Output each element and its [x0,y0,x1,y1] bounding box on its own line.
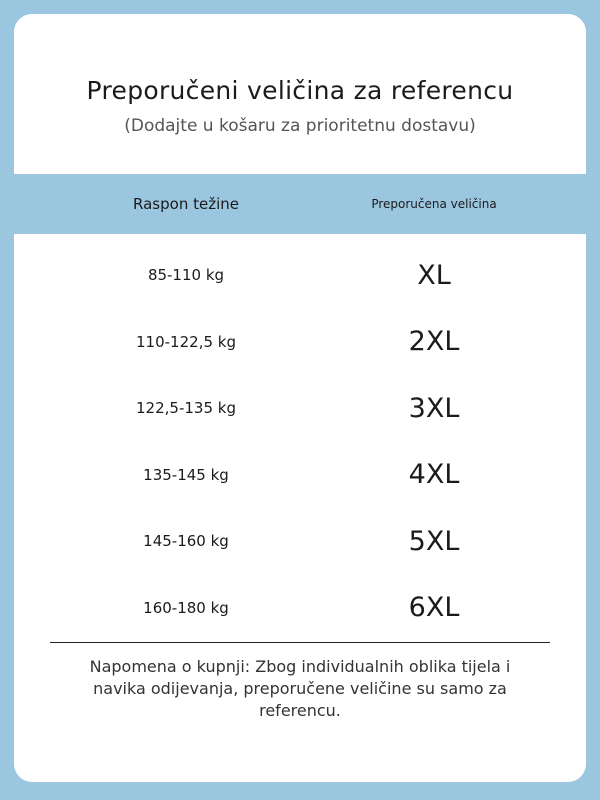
weight-range-cell: 110-122,5 kg [136,332,236,351]
table-row [14,575,586,642]
table-header [14,174,586,234]
size-cell: 3XL [408,392,460,424]
page-title: Preporučeni veličina za referencu [86,76,514,105]
size-cell: 2XL [408,326,460,358]
page-subtitle: (Dodajte u košaru za prioritetnu dostavu) [124,116,476,136]
size-table-body [14,242,586,642]
size-cell: XL [417,259,451,291]
divider-line [50,642,550,643]
table-row [14,508,586,575]
table-row [14,242,586,309]
header-recommended-size: Preporučena veličina [371,196,497,211]
table-row [14,375,586,442]
size-cell: 4XL [408,459,460,491]
table-row [14,442,586,509]
size-cell: 5XL [408,525,460,557]
weight-range-cell: 122,5-135 kg [136,399,236,418]
table-row [14,309,586,376]
weight-range-cell: 145-160 kg [143,532,229,551]
size-cell: 6XL [408,592,460,624]
size-chart-card [14,14,586,782]
weight-range-cell: 85-110 kg [147,266,225,284]
header-weight-range: Raspon težine [133,195,239,213]
purchase-note: Napomena o kupnji: Zbog individualnih oblika tijela i navika odijevanja, preporučene veličine su samo za referencu. [89,657,511,720]
weight-range-cell: 135-145 kg [143,465,229,484]
weight-range-cell: 160-180 kg [143,598,229,617]
